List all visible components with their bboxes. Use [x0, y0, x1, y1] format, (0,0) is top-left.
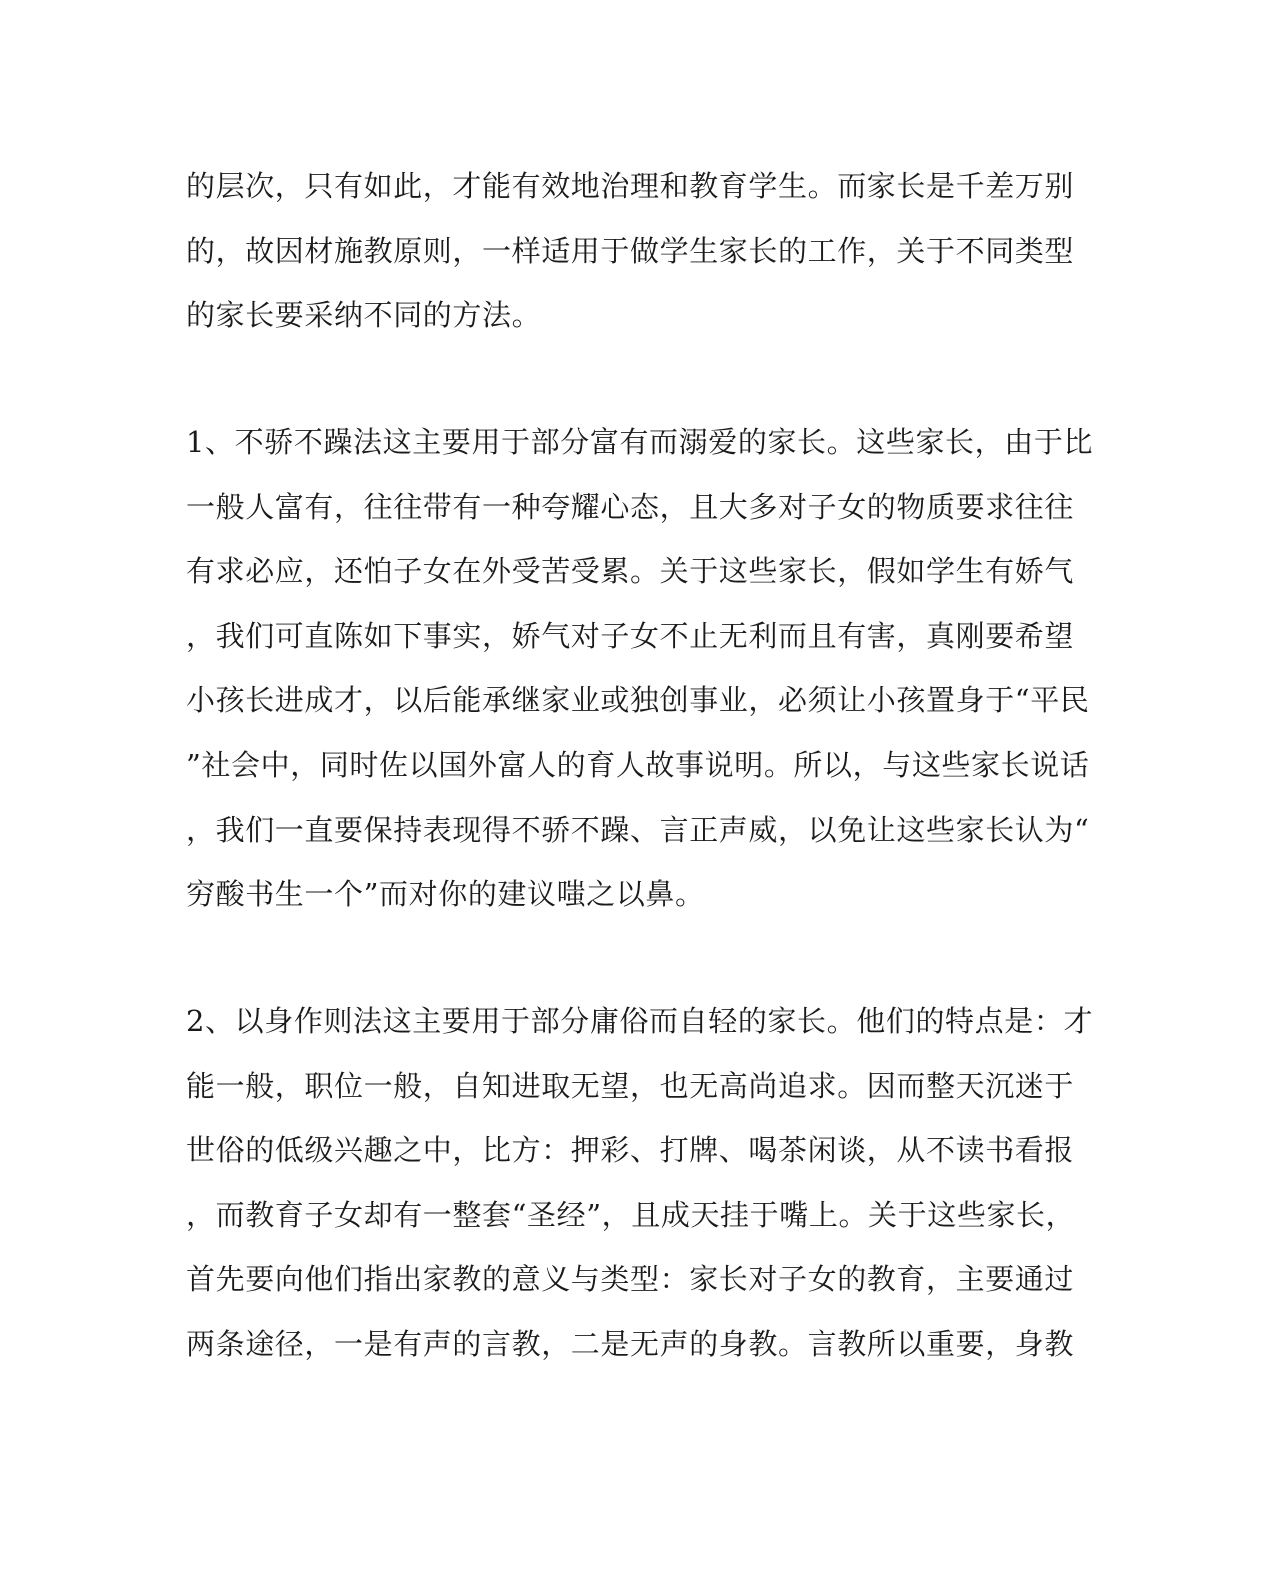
text-line: 小孩长进成才，以后能承继家业或独创事业，必须让小孩置身于“平民 — [186, 683, 1090, 718]
text-line: 2、以身作则法这主要用于部分庸俗而自轻的家长。他们的特点是：才 — [186, 1004, 1094, 1038]
text-line: 世俗的低级兴趣之中，比方：押彩、打牌、喝茶闲谈，从不读书看报 — [186, 1133, 1075, 1168]
text-line: ，我们可直陈如下事实，娇气对子女不止无利而且有害，真刚要希望 — [186, 618, 1075, 653]
text-line: 1、不骄不躁法这主要用于部分富有而溺爱的家长。这些家长，由于比 — [186, 425, 1094, 459]
paragraph-method-1 — [186, 410, 1094, 927]
text-line: 的家长要采纳不同的方法。 — [186, 298, 542, 333]
text-line: 穷酸书生一个”而对你的建议嗤之以鼻。 — [186, 877, 705, 912]
text-line: 的层次，只有如此，才能有效地治理和教育学生。而家长是千差万别 — [186, 169, 1075, 203]
paragraph-intro — [186, 154, 1086, 348]
text-line: ”社会中，同时佐以国外富人的育人故事说明。所以，与这些家长说话 — [186, 747, 1090, 782]
text-line: ，我们一直要保持表现得不骄不躁、言正声威，以免让这些家长认为“ — [186, 812, 1090, 847]
text-line: 有求必应，还怕子女在外受苦受累。关于这些家长，假如学生有娇气 — [186, 554, 1075, 589]
text-line: 的，故因材施教原则，一样适用于做学生家长的工作，关于不同类型 — [186, 233, 1075, 268]
text-line: 一般人富有，往往带有一种夸耀心态，且大多对子女的物质要求往往 — [186, 489, 1075, 524]
paragraph-method-2 — [186, 989, 1094, 1377]
text-line: 能一般，职位一般，自知进取无望，也无高尚追求。因而整天沉迷于 — [186, 1068, 1075, 1103]
text-line: ，而教育子女却有一整套“圣经”，且成天挂于嘴上。关于这些家长， — [186, 1197, 1076, 1232]
text-line: 两条途径，一是有声的言教，二是无声的身教。言教所以重要，身教 — [186, 1326, 1075, 1361]
text-line: 首先要向他们指出家教的意义与类型：家长对子女的教育，主要通过 — [186, 1262, 1075, 1297]
